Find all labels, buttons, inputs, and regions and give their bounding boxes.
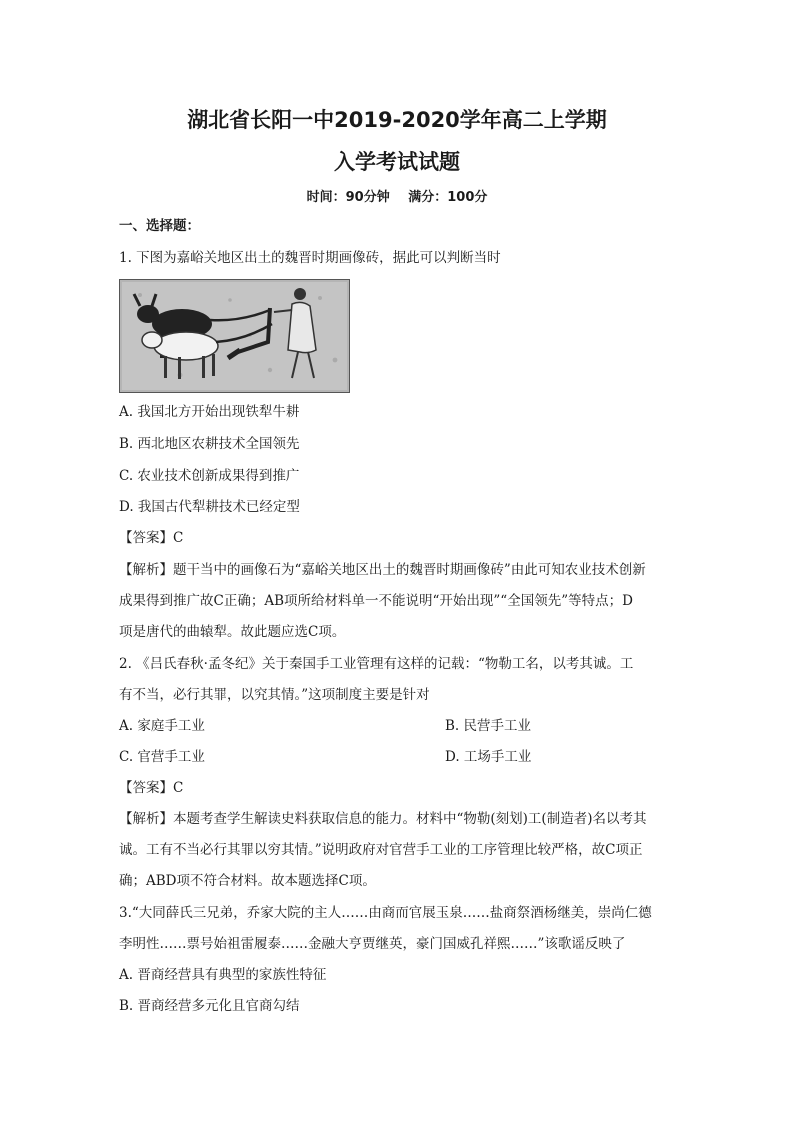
analysis-text: 题干当中的画像石为“嘉峪关地区出土的魏晋时期画像砖”由此可知农业技术创新 bbox=[173, 562, 646, 578]
q2-option-a: A. 家庭手工业 bbox=[119, 718, 205, 734]
q2-option-d: D. 工场手工业 bbox=[445, 749, 532, 765]
q2-option-b: B. 民营手工业 bbox=[445, 718, 532, 734]
q2-stem-line1: 2. 《吕氏春秋·孟冬纪》关于秦国手工业管理有这样的记载：“物勒工名，以考其诚。工 bbox=[119, 656, 634, 672]
analysis-label: 【解析】 bbox=[119, 811, 173, 827]
answer-label: 【答案】 bbox=[119, 530, 173, 546]
q2-stem-line2: 有不当，必行其罪，以究其情。”这项制度主要是针对 bbox=[119, 687, 430, 703]
exam-title-line2: 入学考试试题 bbox=[334, 150, 460, 174]
q3-stem-line2: 李明性……票号始祖雷履泰……金融大亨贾继英，豪门国威孔祥熙……”该歌谣反映了 bbox=[119, 936, 626, 952]
q1-option-c: C. 农业技术创新成果得到推广 bbox=[119, 468, 300, 484]
q2-analysis-line1 bbox=[119, 809, 646, 829]
q1-option-b: B. 西北地区农耕技术全国领先 bbox=[119, 436, 300, 452]
q2-option-c: C. 官营手工业 bbox=[119, 749, 205, 765]
q1-option-a: A. 我国北方开始出现铁犁牛耕 bbox=[119, 404, 300, 420]
ox-plough-brick-painting-icon bbox=[120, 280, 349, 392]
q2-answer bbox=[119, 778, 183, 798]
q2-analysis-line3: 确；ABD项不符合材料。故本题选择C项。 bbox=[119, 873, 376, 889]
exam-score: 满分：100分 bbox=[408, 190, 488, 205]
q1-option-d: D. 我国古代犁耕技术已经定型 bbox=[119, 499, 300, 515]
q1-analysis-line3: 项是唐代的曲辕犁。故此题应选C项。 bbox=[119, 624, 346, 640]
section-heading: 一、选择题： bbox=[119, 218, 200, 234]
q1-analysis-line1 bbox=[119, 560, 646, 580]
q3-option-b: B. 晋商经营多元化且官商勾结 bbox=[119, 998, 300, 1014]
answer-value: C bbox=[173, 780, 184, 796]
exam-meta bbox=[0, 186, 794, 205]
q1-analysis-line2: 成果得到推广故C正确；AB项所给材料单一不能说明“开始出现”“全国领先”等特点；D bbox=[119, 593, 633, 609]
q2-analysis-line2: 诚。工有不当必行其罪以穷其情。”说明政府对官营手工业的工序管理比较严格，故C项正 bbox=[119, 842, 643, 858]
q1-stem: 1. 下图为嘉峪关地区出土的魏晋时期画像砖，据此可以判断当时 bbox=[119, 250, 501, 266]
q1-answer bbox=[119, 528, 183, 548]
exam-time: 时间：90分钟 bbox=[306, 190, 390, 205]
answer-value: C bbox=[173, 530, 184, 546]
q3-stem-line1: 3.“大同薛氏三兄弟，乔家大院的主人……由商而官展玉泉……盐商祭酒杨继美，崇尚仁德 bbox=[119, 905, 652, 921]
q3-option-a: A. 晋商经营具有典型的家族性特征 bbox=[119, 967, 327, 983]
analysis-text: 本题考查学生解读史料获取信息的能力。材料中“物勒(刻划)工(制造者)名以考其 bbox=[173, 811, 647, 827]
analysis-label: 【解析】 bbox=[119, 562, 173, 578]
answer-label: 【答案】 bbox=[119, 780, 173, 796]
exam-title-line1: 湖北省长阳一中2019-2020学年高二上学期 bbox=[187, 108, 607, 132]
q1-figure bbox=[119, 279, 350, 393]
